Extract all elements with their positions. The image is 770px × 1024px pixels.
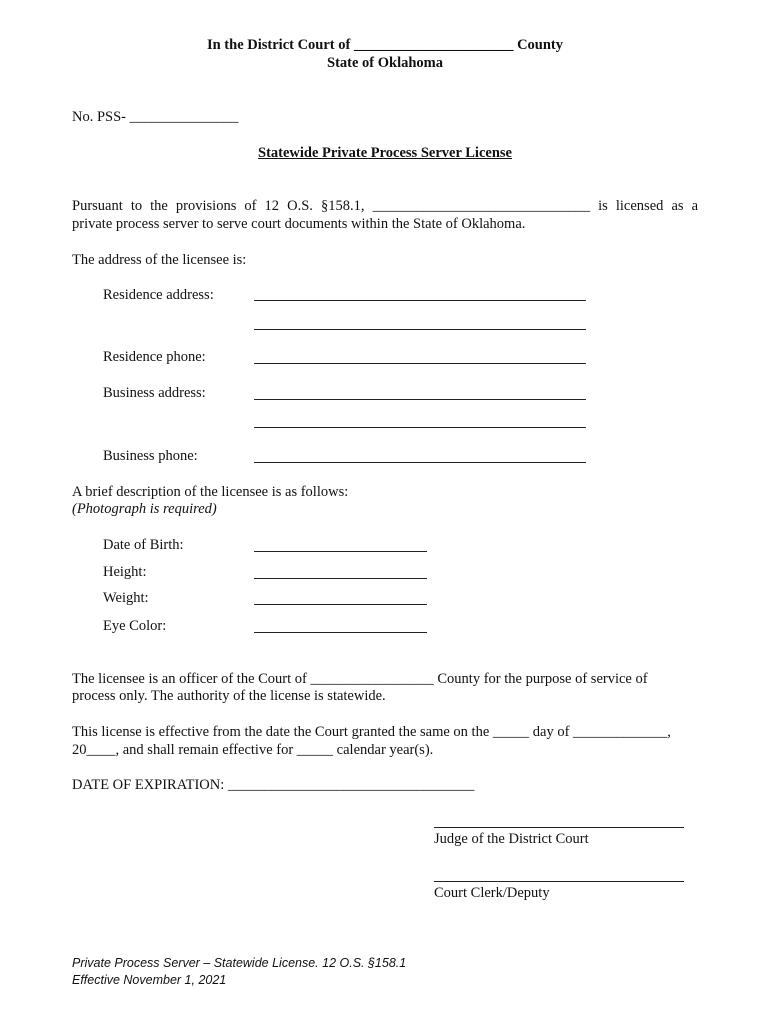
officer-line-1: The licensee is an officer of the Court of _________________ County for the purpose of service of	[72, 671, 648, 687]
residence-address-label: Residence address:	[103, 287, 214, 303]
address-intro: The address of the licensee is:	[72, 252, 247, 268]
document-title: Statewide Private Process Server License	[258, 145, 512, 161]
photograph-note: (Photograph is required)	[72, 501, 217, 517]
residence-address-line-2	[254, 329, 586, 330]
eye-color-line	[254, 632, 427, 633]
weight-line	[254, 604, 427, 605]
licensee-name-blank: ______________________________	[372, 198, 591, 214]
weight-label: Weight:	[103, 590, 149, 606]
business-address-line-1	[254, 399, 586, 400]
clerk-signature-label: Court Clerk/Deputy	[434, 885, 550, 901]
effective-line-2: 20____, and shall remain effective for _____ calendar year(s).	[72, 742, 434, 758]
clerk-signature-line	[434, 881, 684, 882]
height-line	[254, 578, 427, 579]
state-heading: State of Oklahoma	[327, 55, 443, 71]
height-label: Height:	[103, 564, 147, 580]
business-phone-line	[254, 462, 586, 463]
eye-color-label: Eye Color:	[103, 618, 167, 634]
intro-text-b: is licensed as a	[598, 198, 699, 214]
court-heading: In the District Court of ______________________ County	[206, 37, 564, 53]
business-phone-label: Business phone:	[103, 448, 198, 464]
effective-line-1: This license is effective from the date the Court granted the same on the _____ day of _____________,	[72, 724, 671, 740]
footer-line-2: Effective November 1, 2021	[72, 973, 227, 987]
intro-line-2: private process server to serve court documents within the State of Oklahoma.	[72, 216, 526, 232]
judge-signature-label: Judge of the District Court	[434, 831, 589, 847]
residence-phone-line	[254, 363, 586, 364]
residence-phone-label: Residence phone:	[103, 349, 206, 365]
business-address-line-2	[254, 427, 586, 428]
intro-text-a: Pursuant to the provisions of 12 O.S. §158.1,	[72, 198, 365, 214]
dob-line	[254, 551, 427, 552]
footer-line-1: Private Process Server – Statewide License. 12 O.S. §158.1	[72, 956, 407, 970]
residence-address-line-1	[254, 300, 586, 301]
description-intro: A brief description of the licensee is as follows:	[72, 484, 349, 500]
judge-signature-line	[434, 827, 684, 828]
intro-line-1	[72, 197, 698, 215]
business-address-label: Business address:	[103, 385, 206, 401]
expiration-line: DATE OF EXPIRATION: __________________________________	[72, 777, 475, 793]
dob-label: Date of Birth:	[103, 537, 184, 553]
officer-line-2: process only. The authority of the license is statewide.	[72, 688, 386, 704]
license-number-line: No. PSS- _______________	[72, 109, 239, 125]
